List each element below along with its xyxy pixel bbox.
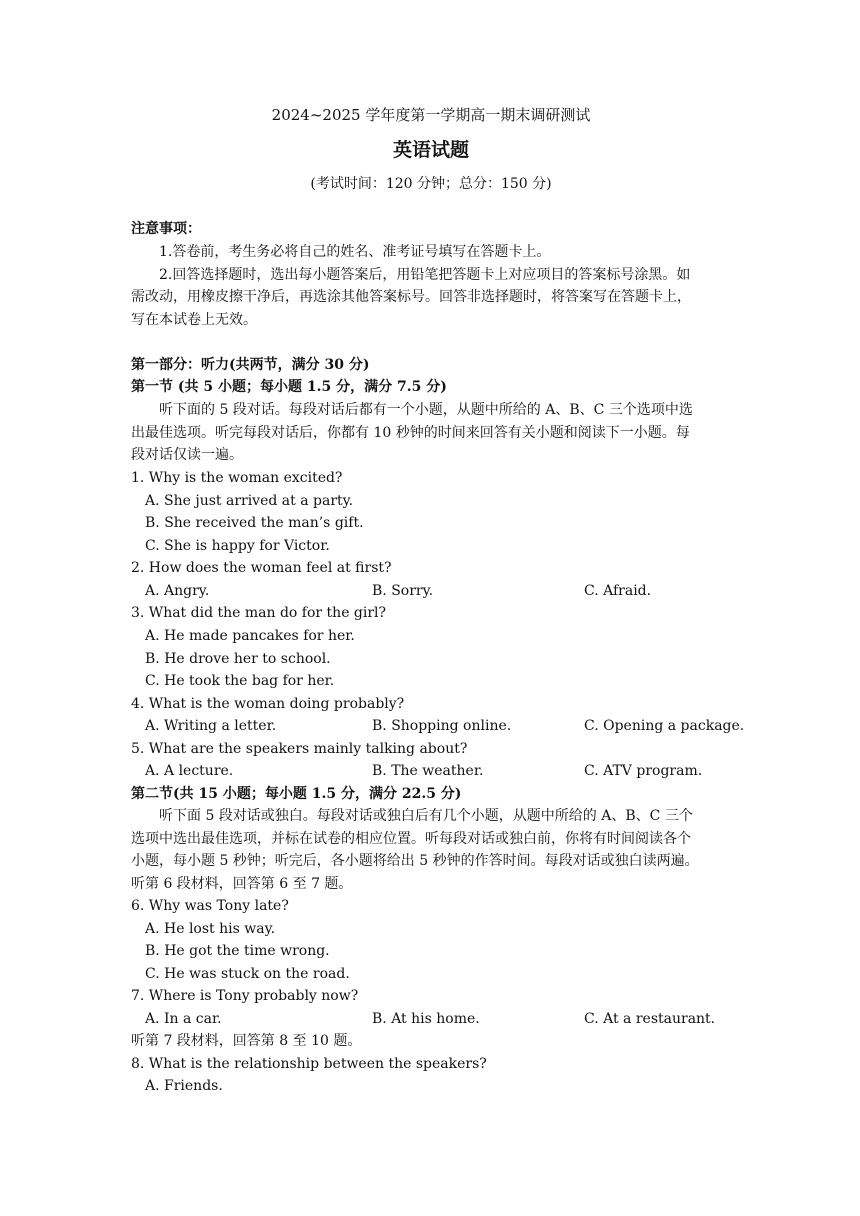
question-option: C. She is happy for Victor.	[145, 538, 330, 554]
section1-instructions: 听下面的 5 段对话。每段对话后都有一个小题，从题中所给的 A、B、C 三个选项中选	[159, 402, 693, 418]
question-option: B. He got the time wrong.	[145, 943, 330, 959]
question-option: A. In a car.	[145, 1011, 222, 1027]
question-option: B. The weather.	[372, 763, 484, 779]
question-option: C. He was stuck on the road.	[145, 966, 350, 982]
section1-heading: 第一节 (共 5 小题；每小题 1.5 分，满分 7.5 分)	[131, 379, 447, 395]
question-option: B. At his home.	[372, 1011, 480, 1027]
question-option: A. He lost his way.	[145, 921, 276, 937]
question-option: B. He drove her to school.	[145, 651, 331, 667]
question-option: A. He made pancakes for her.	[145, 628, 355, 644]
material-6-note: 听第 6 段材料，回答第 6 至 7 题。	[131, 876, 353, 892]
question-stem: 7. Where is Tony probably now?	[131, 988, 359, 1004]
question-stem: 4. What is the woman doing probably?	[131, 696, 405, 712]
question-stem: 8. What is the relationship between the speakers?	[131, 1056, 487, 1072]
question-option: B. Shopping online.	[372, 718, 512, 734]
notice-item-2: 2.回答选择题时，选出每小题答案后，用铅笔把答题卡上对应项目的答案标号涂黑。如	[159, 267, 691, 283]
section1-instructions-cont: 段对话仅读一遍。	[131, 447, 243, 463]
school-year-title: 2024~2025 学年度第一学期高一期末调研测试	[271, 106, 591, 124]
section1-instructions-cont: 出最佳选项。听完每段对话后，你都有 10 秒钟的时间来回答有关小题和阅读下一小题。每	[131, 425, 690, 441]
question-stem: 2. How does the woman feel at first?	[131, 560, 392, 576]
question-option: C. Afraid.	[584, 583, 652, 599]
question-stem: 1. Why is the woman excited?	[131, 470, 343, 486]
question-option: A. Angry.	[145, 583, 210, 599]
notice-heading: 注意事项：	[131, 221, 201, 237]
question-option: B. Sorry.	[372, 583, 434, 599]
question-option: C. Opening a package.	[584, 718, 745, 734]
notice-item-1: 1.答卷前，考生务必将自己的姓名、准考证号填写在答题卡上。	[159, 244, 551, 260]
question-stem: 6. Why was Tony late?	[131, 898, 289, 914]
part1-heading: 第一部分：听力(共两节，满分 30 分)	[131, 357, 370, 373]
material-7-note: 听第 7 段材料，回答第 8 至 10 题。	[131, 1033, 362, 1049]
question-option: C. ATV program.	[584, 763, 703, 779]
section2-instructions: 听下面 5 段对话或独白。每段对话或独白后有几个小题，从题中所给的 A、B、C 三个	[159, 808, 693, 824]
question-option: A. Friends.	[145, 1078, 223, 1094]
section2-heading: 第二节(共 15 小题；每小题 1.5 分，满分 22.5 分)	[131, 786, 462, 802]
question-option: A. A lecture.	[145, 763, 234, 779]
notice-item-2-cont: 需改动，用橡皮擦干净后，再选涂其他答案标号。回答非选择题时，将答案写在答题卡上，	[131, 289, 691, 305]
question-stem: 3. What did the man do for the girl?	[131, 605, 387, 621]
question-option: C. At a restaurant.	[584, 1011, 716, 1027]
section2-instructions-cont: 小题，每小题 5 秒钟；听完后，各小题将给出 5 秒钟的作答时间。每段对话或独白读两遍。	[131, 853, 699, 869]
question-stem: 5. What are the speakers mainly talking about?	[131, 741, 468, 757]
question-option: A. She just arrived at a party.	[145, 493, 354, 509]
question-option: B. She received the man’s gift.	[145, 515, 364, 531]
notice-item-2-cont: 写在本试卷上无效。	[131, 312, 257, 328]
subject-title: 英语试题	[392, 139, 469, 161]
question-option: A. Writing a letter.	[145, 718, 277, 734]
section2-instructions-cont: 选项中选出最佳选项，并标在试卷的相应位置。听每段对话或独白前，你将有时间阅读各个	[131, 831, 691, 847]
exam-info: (考试时间：120 分钟；总分：150 分)	[310, 176, 552, 192]
question-option: C. He took the bag for her.	[145, 673, 335, 689]
